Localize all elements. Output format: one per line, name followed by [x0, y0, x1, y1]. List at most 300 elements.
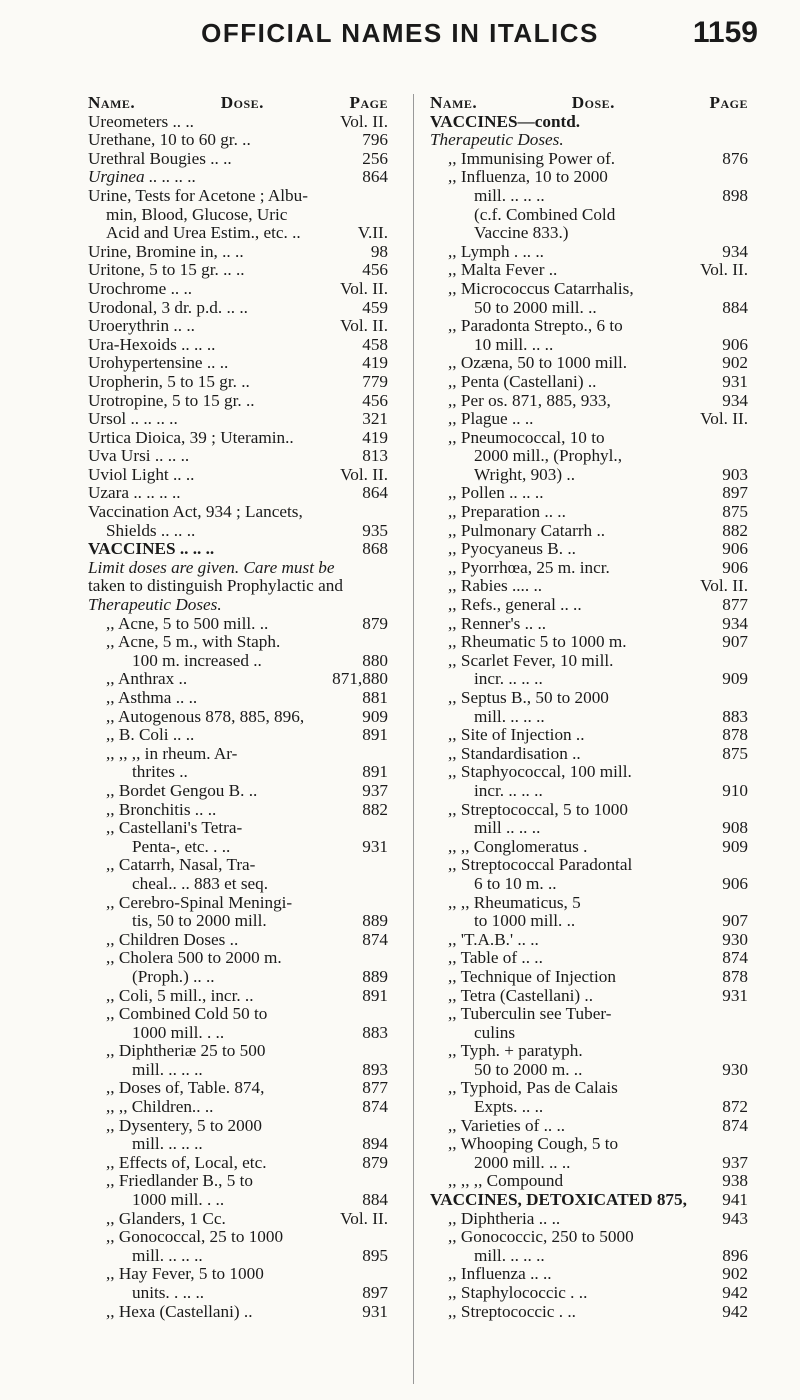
entry-text: mill. .. .. ..	[132, 1246, 203, 1265]
index-entry	[88, 1079, 388, 1098]
entry-text: ,, Influenza, 10 to 2000	[448, 168, 608, 187]
header-name: Name.	[430, 94, 478, 112]
index-entry	[430, 1135, 748, 1154]
entry-page-ref: 879	[358, 1154, 388, 1173]
entry-text: Shields .. .. ..	[106, 521, 196, 540]
entry-page-ref: 937	[718, 1154, 748, 1173]
index-entry	[430, 280, 748, 299]
entry-page-ref: 877	[718, 596, 748, 615]
index-entry	[88, 113, 388, 132]
entry-text: mill .. .. ..	[474, 819, 541, 838]
index-entry	[430, 484, 748, 503]
index-entry	[88, 763, 388, 782]
entry-text: Vaccine 833.)	[474, 224, 569, 243]
entry-page-ref: 906	[718, 559, 748, 578]
entry-text: ,, B. Coli .. ..	[106, 726, 195, 745]
index-entry	[88, 466, 388, 485]
entry-text: ,, Acne, 5 m., with Staph.	[106, 633, 281, 652]
entry-text: ,, ,, ,, in rheum. Ar-	[106, 744, 238, 763]
index-entry	[88, 1024, 388, 1043]
entry-page-ref: 864	[358, 168, 388, 187]
index-entry	[88, 1005, 388, 1024]
entry-text: cheal.. .. 883 et seq.	[132, 874, 269, 893]
index-entry	[88, 708, 388, 727]
entry-text: Uropherin, 5 to 15 gr. ..	[88, 372, 250, 391]
entry-text: ,, Bronchitis .. ..	[106, 800, 217, 819]
entry-text: Acid and Urea Estim., etc. ..	[106, 224, 301, 243]
entry-text: Ursol .. .. .. ..	[88, 410, 178, 429]
index-entry	[88, 373, 388, 392]
entry-text: Uva Ursi .. .. ..	[88, 447, 190, 466]
index-entry	[88, 187, 388, 206]
index-entry	[88, 838, 388, 857]
index-entry	[88, 224, 388, 243]
entry-text: ,, Autogenous 878, 885, 896,	[106, 707, 305, 726]
entry-page-ref: 881	[358, 689, 388, 708]
entry-page-ref: 884	[358, 1191, 388, 1210]
index-entry	[88, 1172, 388, 1191]
index-entry	[430, 540, 748, 559]
entry-text: ,, ,, Children.. ..	[106, 1098, 214, 1117]
entry-text: ,, Rabies .... ..	[448, 577, 543, 596]
entry-page-ref: 906	[718, 875, 748, 894]
entry-page-ref: 872	[718, 1098, 748, 1117]
entry-page-ref: 419	[358, 429, 388, 448]
entry-text: VACCINES .. .. ..	[88, 540, 215, 559]
header-page: Page	[709, 94, 748, 112]
entry-text: 2000 mill. .. ..	[474, 1153, 571, 1172]
index-entry	[88, 1098, 388, 1117]
entry-page-ref: 909	[718, 670, 748, 689]
index-entry	[430, 875, 748, 894]
entry-text: ,, Immunising Power of.	[448, 149, 616, 168]
entry-text: ,, Tuberculin see Tuber-	[448, 1005, 612, 1024]
entry-text: Urohypertensine .. ..	[88, 354, 229, 373]
index-entry	[88, 522, 388, 541]
entry-page-ref: 456	[358, 261, 388, 280]
index-entry	[430, 689, 748, 708]
entry-page-ref: 942	[718, 1303, 748, 1322]
entry-text: Urethane, 10 to 60 gr. ..	[88, 131, 251, 150]
entry-page-ref: 880	[358, 652, 388, 671]
entry-page-ref: 878	[718, 726, 748, 745]
index-entry	[88, 484, 388, 503]
entry-text: Urethral Bougies .. ..	[88, 149, 232, 168]
index-entry	[88, 447, 388, 466]
index-entry	[430, 596, 748, 615]
column-header-right	[430, 94, 748, 113]
entry-text: ,, Friedlander B., 5 to	[106, 1172, 254, 1191]
entry-text: Uritone, 5 to 15 gr. .. ..	[88, 261, 245, 280]
entry-text: mill. .. .. ..	[132, 1060, 203, 1079]
column-divider	[413, 94, 414, 1384]
entry-text: Vaccination Act, 934 ; Lancets,	[88, 503, 303, 522]
index-entry	[430, 187, 748, 206]
entry-page-ref: 891	[358, 726, 388, 745]
entry-text: 50 to 2000 m. ..	[474, 1060, 583, 1079]
entry-page-ref: 902	[718, 354, 748, 373]
entry-text: ,, Diphtheriæ 25 to 500	[106, 1042, 266, 1061]
entry-text: ,, ,, Rheumaticus, 5	[448, 893, 581, 912]
index-entry	[88, 745, 388, 764]
entry-page-ref: 941	[718, 1191, 748, 1210]
entry-page-ref: 931	[718, 987, 748, 1006]
entry-text: ,, Refs., general .. ..	[448, 596, 582, 615]
index-entry	[430, 224, 748, 243]
index-entry	[430, 1024, 748, 1043]
index-entry	[88, 726, 388, 745]
index-entry	[88, 392, 388, 411]
index-entry	[430, 559, 748, 578]
entry-text: ,, Lymph . .. ..	[448, 242, 544, 261]
index-entry	[430, 745, 748, 764]
entry-page-ref: 909	[718, 838, 748, 857]
entry-text: ,, Effects of, Local, etc.	[106, 1153, 267, 1172]
index-entry	[88, 1191, 388, 1210]
entry-page-ref: 877	[358, 1079, 388, 1098]
entry-text: ,, Castellani's Tetra-	[106, 819, 243, 838]
index-entry	[430, 1247, 748, 1266]
entry-text: ,, Hexa (Castellani) ..	[106, 1302, 253, 1321]
entry-page-ref: 874	[718, 1117, 748, 1136]
entry-page-ref: 879	[358, 615, 388, 634]
entry-text: ,, Standardisation ..	[448, 744, 581, 763]
index-entry	[430, 1191, 748, 1210]
index-entry	[88, 410, 388, 429]
index-entry	[430, 652, 748, 671]
entry-text: culins	[474, 1023, 516, 1042]
index-entry	[430, 968, 748, 987]
entry-page-ref: 874	[718, 949, 748, 968]
index-entry	[88, 949, 388, 968]
index-entry	[88, 670, 388, 689]
entry-text: ,, Pyocyaneus B. ..	[448, 540, 576, 559]
entry-text: ,, Whooping Cough, 5 to	[448, 1135, 619, 1154]
index-entry	[88, 559, 388, 578]
entry-text: ,, Influenza .. ..	[448, 1265, 552, 1284]
entry-text: thrites ..	[132, 763, 188, 782]
index-entry	[430, 1098, 748, 1117]
entry-text: ,, Doses of, Table. 874,	[106, 1079, 265, 1098]
index-entry	[430, 615, 748, 634]
entry-text: ,, Children Doses ..	[106, 930, 239, 949]
index-list-right	[430, 113, 748, 1322]
entry-text: mill. .. .. ..	[474, 1246, 545, 1265]
entry-page-ref: Vol. II.	[696, 410, 748, 429]
header-page: Page	[349, 94, 388, 112]
entry-text: ,, Gonococcal, 25 to 1000	[106, 1228, 284, 1247]
index-entry	[88, 261, 388, 280]
entry-page-ref: 893	[358, 1061, 388, 1080]
index-entry	[430, 410, 748, 429]
index-entry	[430, 392, 748, 411]
index-entry	[430, 1154, 748, 1173]
index-entry	[88, 596, 388, 615]
index-entry	[88, 1210, 388, 1229]
entry-text: Urginea .. .. .. ..	[88, 168, 197, 187]
index-entry	[88, 782, 388, 801]
entry-text: 50 to 2000 mill. ..	[474, 298, 597, 317]
entry-text: ,, Septus B., 50 to 2000	[448, 689, 609, 707]
entry-text: 1000 mill. . ..	[132, 1191, 225, 1210]
index-entry	[430, 299, 748, 318]
entry-text: ,, Coli, 5 mill., incr. ..	[106, 986, 254, 1005]
entry-page-ref: 864	[358, 484, 388, 503]
entry-text: ,, Gonococcic, 250 to 5000	[448, 1228, 634, 1247]
index-entry	[430, 633, 748, 652]
entry-text: Urtica Dioica, 39 ; Uteramin..	[88, 428, 294, 447]
index-entry	[88, 894, 388, 913]
entry-page-ref: 884	[718, 299, 748, 318]
entry-page-ref: Vol. II.	[336, 280, 388, 299]
index-entry	[430, 113, 748, 132]
entry-page-ref: 891	[358, 987, 388, 1006]
right-column	[430, 94, 748, 1321]
index-entry	[430, 447, 748, 466]
index-entry	[88, 1247, 388, 1266]
entry-text: ,, Malta Fever ..	[448, 261, 558, 280]
index-entry	[430, 1117, 748, 1136]
index-entry	[430, 261, 748, 280]
entry-page-ref: 897	[358, 1284, 388, 1303]
index-entry	[88, 354, 388, 373]
entry-text: ,, Renner's .. ..	[448, 614, 547, 633]
entry-page-ref: 882	[358, 801, 388, 820]
entry-page-ref: 779	[358, 373, 388, 392]
entry-text: ,, Cholera 500 to 2000 m.	[106, 949, 282, 968]
entry-page-ref: 883	[358, 1024, 388, 1043]
entry-text: ,, Site of Injection ..	[448, 726, 585, 745]
index-entry	[88, 1228, 388, 1247]
index-entry	[430, 782, 748, 801]
index-entry	[430, 1061, 748, 1080]
index-entry	[430, 317, 748, 336]
entry-page-ref: 930	[718, 931, 748, 950]
entry-text: ,, Paradonta Strepto., 6 to	[448, 317, 623, 336]
index-entry	[88, 336, 388, 355]
index-entry	[430, 466, 748, 485]
entry-text: ,, Pulmonary Catarrh ..	[448, 521, 606, 540]
entry-text: Urine, Bromine in, .. ..	[88, 242, 244, 261]
index-entry	[430, 856, 748, 875]
entry-page-ref: 935	[358, 522, 388, 541]
index-entry	[430, 168, 748, 187]
entry-page-ref: 321	[358, 410, 388, 429]
entry-text: Ura-Hexoids .. .. ..	[88, 335, 216, 354]
index-entry	[430, 1303, 748, 1322]
entry-text: taken to distinguish Prophylactic and	[88, 577, 343, 596]
entry-page-ref: 813	[358, 447, 388, 466]
entry-page-ref: 906	[718, 336, 748, 355]
entry-text: Expts. .. ..	[474, 1098, 544, 1117]
index-entry	[88, 243, 388, 262]
index-entry	[88, 577, 388, 596]
entry-page-ref: 889	[358, 912, 388, 931]
entry-page-ref: 891	[358, 763, 388, 782]
entry-page-ref: 942	[718, 1284, 748, 1303]
entry-text: ,, Penta (Castellani) ..	[448, 372, 597, 391]
index-entry	[88, 1042, 388, 1061]
index-entry	[430, 206, 748, 225]
entry-page-ref: 910	[718, 782, 748, 801]
index-entry	[430, 577, 748, 596]
entry-page-ref: 456	[358, 392, 388, 411]
entry-text: ,, Bordet Gengou B. ..	[106, 781, 258, 800]
entry-text: ,, Acne, 5 to 500 mill. ..	[106, 614, 269, 633]
index-list-left	[88, 113, 388, 1322]
entry-page-ref: 875	[718, 745, 748, 764]
entry-page-ref: 894	[358, 1135, 388, 1154]
index-entry	[88, 801, 388, 820]
entry-page-ref: Vol. II.	[336, 466, 388, 485]
index-entry	[430, 912, 748, 931]
entry-page-ref: 882	[718, 522, 748, 541]
index-entry	[430, 503, 748, 522]
entry-text: VACCINES, DETOXICATED 875,	[430, 1191, 687, 1210]
index-entry	[430, 373, 748, 392]
entry-page-ref: 878	[718, 968, 748, 987]
entry-text: Urine, Tests for Acetone ; Albu-	[88, 186, 308, 205]
index-entry	[430, 1228, 748, 1247]
entry-page-ref: 896	[718, 1247, 748, 1266]
header-name: Name.	[88, 94, 136, 112]
entry-text: 1000 mill. . ..	[132, 1023, 225, 1042]
entry-text: ,, Streptococcal Paradontal	[448, 856, 633, 875]
index-entry	[88, 931, 388, 950]
index-entry	[430, 1005, 748, 1024]
entry-page-ref: 931	[358, 838, 388, 857]
entry-text: ,, Hay Fever, 5 to 1000	[106, 1265, 264, 1284]
index-entry	[430, 763, 748, 782]
entry-page-ref: V.II.	[354, 224, 388, 243]
index-entry	[88, 150, 388, 169]
entry-text: ,, Scarlet Fever, 10 mill.	[448, 651, 614, 670]
entry-text: Uviol Light .. ..	[88, 465, 195, 484]
entry-text: ,, Technique of Injection	[448, 967, 616, 986]
index-entry	[88, 875, 388, 894]
entry-text: ,, Staphylococcic . ..	[448, 1284, 588, 1302]
entry-text: ,, Combined Cold 50 to	[106, 1005, 268, 1024]
entry-text: incr. .. .. ..	[474, 781, 543, 800]
entry-text: ,, Typh. + paratyph.	[448, 1042, 583, 1061]
entry-page-ref: 934	[718, 615, 748, 634]
index-entry	[88, 317, 388, 336]
entry-page-ref: Vol. II.	[696, 577, 748, 596]
index-entry	[88, 652, 388, 671]
entry-page-ref: 874	[358, 1098, 388, 1117]
entry-text: ,, Micrococcus Catarrhalis,	[448, 279, 634, 298]
entry-page-ref: 871,880	[328, 670, 388, 689]
index-entry	[88, 987, 388, 1006]
entry-page-ref: 943	[718, 1210, 748, 1229]
entry-page-ref: 895	[358, 1247, 388, 1266]
entry-page-ref: 889	[358, 968, 388, 987]
index-entry	[430, 801, 748, 820]
entry-page-ref: 906	[718, 540, 748, 559]
left-column	[88, 94, 388, 1321]
entry-text: ,, Typhoid, Pas de Calais	[448, 1079, 618, 1098]
entry-text: mill. .. .. ..	[474, 186, 545, 205]
index-entry	[430, 708, 748, 727]
entry-text: ,, Ozæna, 50 to 1000 mill.	[448, 354, 628, 373]
index-entry	[88, 299, 388, 318]
index-entry	[430, 1079, 748, 1098]
entry-text: ,, Glanders, 1 Cc.	[106, 1209, 226, 1228]
index-entry	[88, 1284, 388, 1303]
entry-text: Uzara .. .. .. ..	[88, 484, 181, 503]
entry-page-ref: Vol. II.	[336, 317, 388, 336]
index-entry	[88, 819, 388, 838]
entry-page-ref: 931	[358, 1303, 388, 1322]
entry-text: ,, Anthrax ..	[106, 670, 188, 689]
entry-text: ,, Catarrh, Nasal, Tra-	[106, 856, 256, 875]
entry-text: ,, Dysentery, 5 to 2000	[106, 1116, 262, 1135]
entry-page-ref: 897	[718, 484, 748, 503]
entry-text: to 1000 mill. ..	[474, 912, 576, 931]
entry-text: ,, 'T.A.B.' .. ..	[448, 930, 539, 949]
index-entry	[88, 131, 388, 150]
header-dose: Dose.	[220, 94, 264, 112]
entry-text: ,, Staphyococcal, 100 mill.	[448, 763, 632, 782]
entry-page-ref: 256	[358, 150, 388, 169]
index-entry	[88, 206, 388, 225]
index-entry	[430, 243, 748, 262]
entry-page-ref: 907	[718, 633, 748, 652]
entry-text: ,, Pyorrhœa, 25 m. incr.	[448, 558, 610, 577]
index-entry	[430, 522, 748, 541]
entry-page-ref: 934	[718, 392, 748, 411]
entry-text: ,, Streptococcic . ..	[448, 1302, 576, 1321]
entry-page-ref: 938	[718, 1172, 748, 1191]
index-entry	[430, 354, 748, 373]
entry-text: 6 to 10 m. ..	[474, 874, 557, 893]
entry-page-ref: 934	[718, 243, 748, 262]
entry-page-ref: Vol. II.	[336, 113, 388, 132]
entry-text: ,, Diphtheria .. ..	[448, 1209, 561, 1228]
entry-text: Therapeutic Doses.	[88, 596, 222, 615]
entry-page-ref: 874	[358, 931, 388, 950]
index-entry	[430, 838, 748, 857]
entry-text: incr. .. .. ..	[474, 670, 543, 689]
index-entry	[88, 689, 388, 708]
index-entry	[430, 429, 748, 448]
entry-text: 10 mill. .. ..	[474, 335, 554, 354]
index-entry	[430, 336, 748, 355]
entry-text: ,, Asthma .. ..	[106, 689, 198, 707]
entry-page-ref: 898	[718, 187, 748, 206]
index-entry	[430, 894, 748, 913]
index-entry	[430, 726, 748, 745]
entry-text: ,, Cerebro-Spinal Meningi-	[106, 893, 293, 912]
entry-text: Limit doses are given. Care must be	[88, 558, 335, 577]
index-entry	[88, 503, 388, 522]
index-entry	[430, 131, 748, 150]
index-entry	[88, 633, 388, 652]
entry-text: (Proph.) .. ..	[132, 967, 215, 986]
entry-page-ref: 931	[718, 373, 748, 392]
entry-text: tis, 50 to 2000 mill.	[132, 912, 267, 931]
index-entry	[88, 168, 388, 187]
entry-text: ,, Pollen .. .. ..	[448, 484, 544, 503]
column-header-left	[88, 94, 388, 113]
index-entry	[88, 540, 388, 559]
entry-page-ref: 875	[718, 503, 748, 522]
entry-text: Uroerythrin .. ..	[88, 317, 195, 336]
index-entry	[430, 1172, 748, 1191]
index-entry	[88, 856, 388, 875]
index-entry	[88, 280, 388, 299]
index-entry	[88, 615, 388, 634]
